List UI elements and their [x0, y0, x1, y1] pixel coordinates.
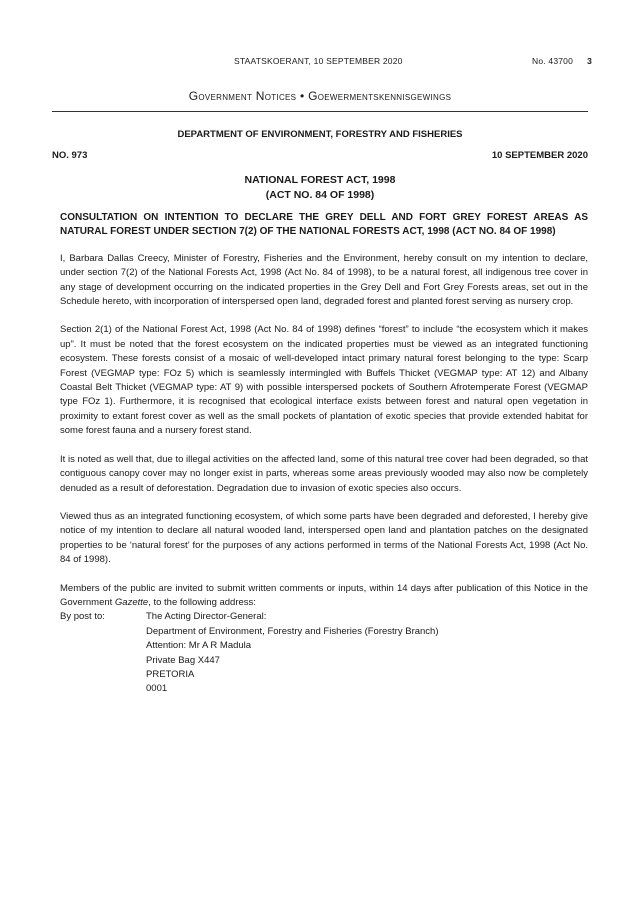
notices-title: Government Notices • Goewermentskennisgewings	[188, 89, 452, 103]
address-line: Department of Environment, Forestry and Fisheries (Forestry Branch)	[146, 625, 439, 637]
postal-address	[60, 610, 588, 696]
paragraph-5	[60, 582, 588, 611]
paragraph-5-end: , to the following address:	[148, 596, 256, 608]
act-title-line2: (ACT NO. 84 OF 1998)	[265, 189, 375, 201]
paragraph-3: It is noted as well that, due to illegal activities on the affected land, some of this natural tree cover had been degraded, so that contiguous canopy cover may no longer exist in parts, whereas some areas previously wooded may also now be completely denuded as a result of deforestation. Degradation due to invasion of exotic species also occurs.	[60, 453, 588, 494]
department-name: DEPARTMENT OF ENVIRONMENT, FORESTRY AND FISHERIES	[177, 129, 463, 140]
gazette-number: No. 43700	[532, 56, 574, 66]
gazette-word: Gazette	[114, 596, 149, 608]
page-number: 3	[587, 56, 592, 66]
paragraph-1: I, Barbara Dallas Creecy, Minister of Forestry, Fisheries and the Environment, hereby consult on my intention to declare, under section 7(2) of the National Forests Act, 1998 (Act No. 84 of 1998), to be a natural forest, all indigenous tree cover in any stage of development occurring on the indicated properties in the Grey Dell and Fort Grey Forests areas, set out in the Schedule hereto, with incorporation of interspersed open land, degraded forest and planted forest serving as nursery crop.	[60, 252, 588, 308]
address-line: Private Bag X447	[146, 654, 220, 666]
act-title	[0, 173, 640, 203]
notice-body	[60, 211, 588, 697]
address-line: Attention: Mr A R Madula	[146, 640, 252, 652]
notice-number: NO. 973	[52, 150, 88, 161]
post-label: By post to:	[60, 611, 105, 623]
notice-date: 10 SEPTEMBER 2020	[491, 150, 588, 161]
address-lines	[146, 610, 588, 696]
consultation-heading: CONSULTATION ON INTENTION TO DECLARE THE GREY DELL AND FORT GREY FOREST AREAS AS NATURAL FOREST UNDER SECTION 7(2) OF THE NATIONAL FORESTS ACT, 1998 (ACT NO. 84 OF 1998)	[60, 212, 588, 238]
act-title-line1: NATIONAL FOREST ACT, 1998	[244, 174, 396, 186]
header-divider	[52, 111, 588, 112]
paragraph-4: Viewed thus as an integrated functioning ecosystem, of which some parts have been degraded and deforested, I hereby give notice of my intention to declare all natural wooded land, interspersed open land and plantation patches on the designated properties to be ‘natural forest’ for the purposes of any actions performed in terms of the National Forests Act, 1998 (Act No. 84 of 1998).	[60, 510, 588, 566]
paragraph-2: Section 2(1) of the National Forest Act, 1998 (Act No. 84 of 1998) defines “forest” to include “the ecosystem which it makes up”. It must be noted that the forest ecosystem on the indicated properties must be viewed as an integrated functioning ecosystem. These forests consist of a mosaic of well-developed intact primary natural forest belonging to the type: Scarp Forest (VEGMAP type: FOz 5) which is seamlessly intermingled with Buffels Thicket (VEGMAP type: AT 12) and Albany Coastal Belt Thicket (VEGMAP type: AT 9) with possible interspersed pockets of Southern Afrotemperate Forest (VEGMAP type FOz 1). Furthermore, it is recognised that ecological interface exists between forest and natural open vegetation in proximity to extant forest cover as well as the small pockets of plantation of exotic species that provide extended habitat for some forest fauna and a nursery forest stand.	[60, 324, 588, 437]
address-line: The Acting Director-General:	[146, 611, 267, 623]
paragraph-5-text: Members of the public are invited to submit written comments or inputs, within 14 days after publication of this Notice in the Government	[60, 582, 588, 608]
gazette-date: STAATSKOERANT, 10 SEPTEMBER 2020	[234, 56, 403, 66]
address-line: PRETORIA	[146, 668, 195, 680]
address-line: 0001	[146, 683, 168, 695]
